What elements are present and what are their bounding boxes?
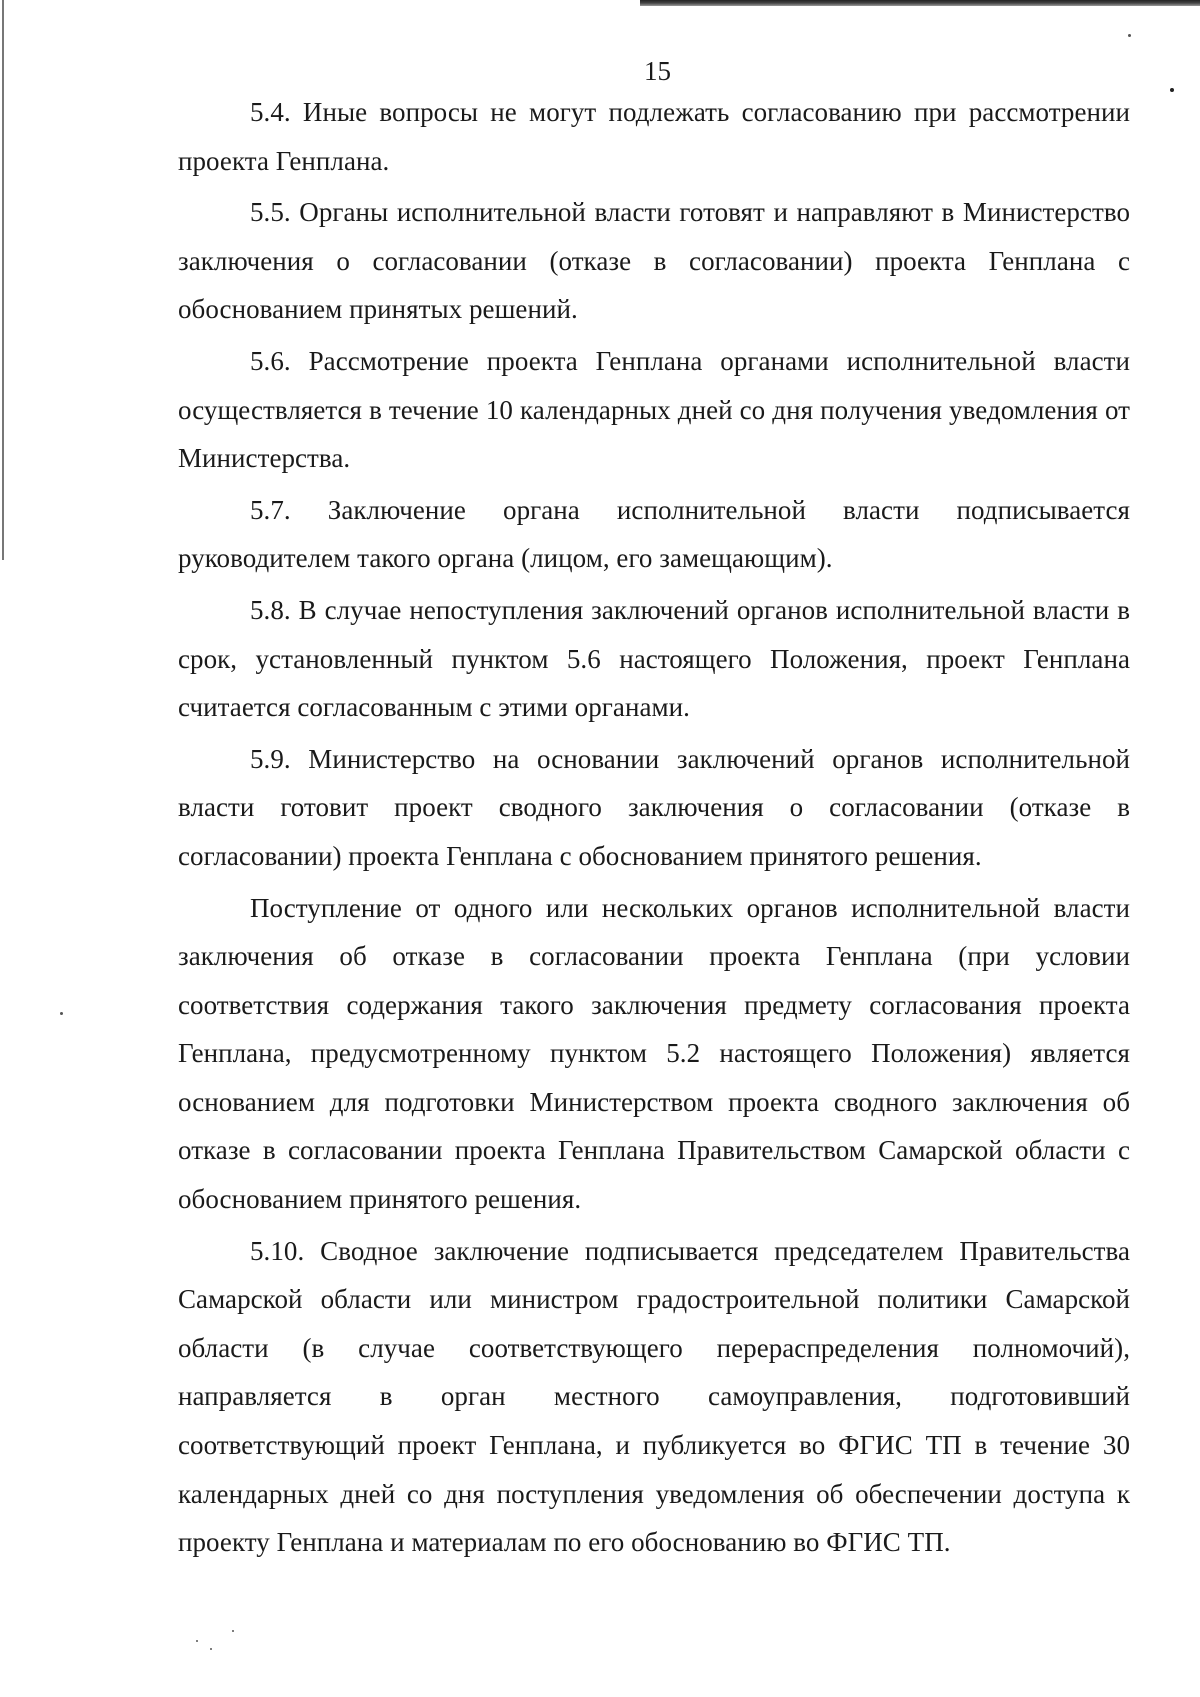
paragraph-5-9: 5.9. Министерство на основании заключений органов исполнительной власти готовит проект сводного заключения о согласовании (отказе в согласовании) проекта Генплана с обоснованием принятого решения. (178, 743, 1130, 871)
paragraph-5-7: 5.7. Заключение органа исполнительной власти подписывается руководителем такого органа (лицом, его замещающим). (178, 494, 1130, 574)
paragraph-5-4: 5.4. Иные вопросы не могут подлежать согласованию при рассмотрении проекта Генплана. (178, 97, 1130, 176)
page-number: 15 (644, 56, 671, 86)
paragraph-5-5: 5.5. Органы исполнительной власти готовят и направляют в Министерство заключения о согласовании (отказе в согласовании) проекта Генплана с обоснованием принятых решений. (178, 197, 1130, 325)
scan-speck (1128, 34, 1131, 37)
scan-speck (60, 1012, 63, 1015)
document-body (178, 88, 1130, 1567)
paragraph-5-6: 5.6. Рассмотрение проекта Генплана органами исполнительной власти осуществляется в течение 10 календарных дней со дня получения уведомления от Министерства. (178, 345, 1130, 474)
scan-speck (232, 1630, 234, 1632)
scan-edge-top (640, 0, 1200, 6)
scan-speck (196, 1640, 198, 1642)
paragraph-5-10: 5.10. Сводное заключение подписывается председателем Правительства Самарской области или министром градостроительной политики Самарской области (в случае соответствующего перераспределения полномочий), направляется в орган местного самоуправления, подготовивший соответствующий проект Генплана, и публикуется во ФГИС ТП в течение 30 календарных дней со дня поступления уведомления об обеспечении доступа к проекту Генплана и материалам по его обоснованию во ФГИС ТП. (178, 1235, 1130, 1558)
scan-speck (210, 1648, 212, 1650)
scan-speck (1170, 88, 1174, 92)
paragraph-5-8: 5.8. В случае непоступления заключений органов исполнительной власти в срок, установленный пунктом 5.6 настоящего Положения, проект Генплана считается согласованным с этими органами. (178, 594, 1130, 723)
paragraph-5-9-continuation: Поступление от одного или нескольких органов исполнительной власти заключения об отказе в согласовании проекта Генплана (при условии соответствия содержания такого заключения предмету согласования проекта Генплана, предусмотренному пунктом 5.2 настоящего Положения) является основанием для подготовки Министерством проекта сводного заключения об отказе в согласовании проекта Генплана Правительством Самарской области с обоснованием принятого решения. (178, 892, 1130, 1215)
